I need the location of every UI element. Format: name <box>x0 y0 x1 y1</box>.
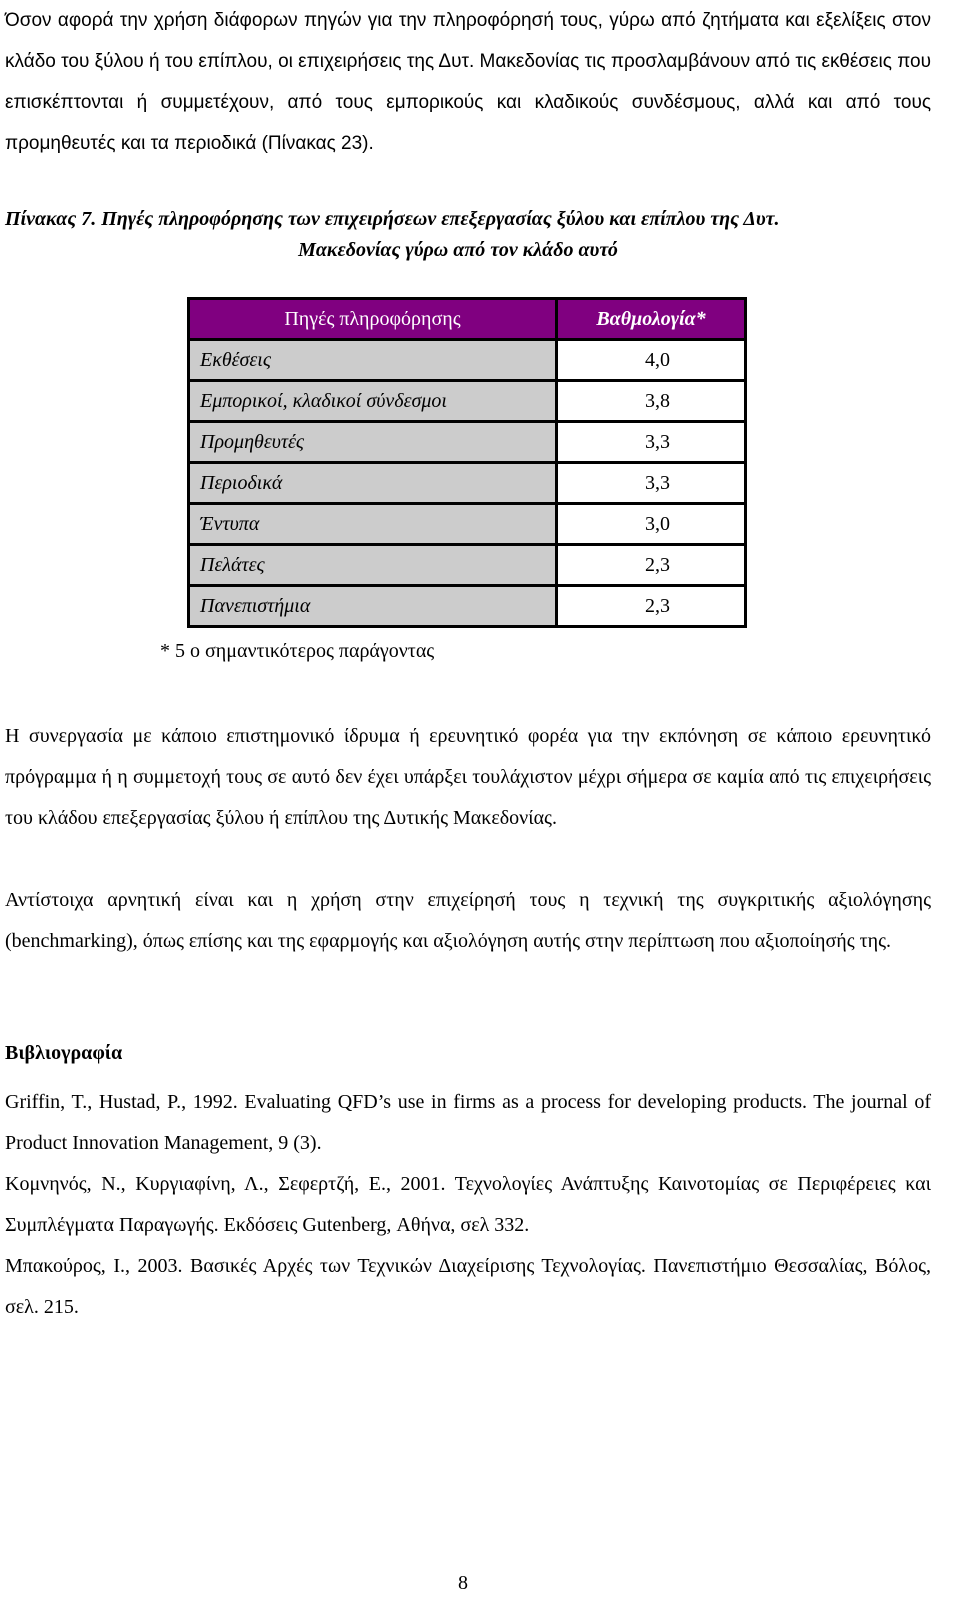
table-row <box>189 381 746 422</box>
source-cell: Εκθέσεις <box>189 340 557 381</box>
source-cell: Πελάτες <box>189 545 557 586</box>
source-cell: Προμηθευτές <box>189 422 557 463</box>
score-cell: 2,3 <box>557 545 746 586</box>
table-row <box>189 504 746 545</box>
header-score: Βαθμολογία* <box>557 299 746 340</box>
source-cell: Πανεπιστήμια <box>189 586 557 627</box>
header-sources: Πηγές πληροφόρησης <box>189 299 557 340</box>
score-cell: 3,0 <box>557 504 746 545</box>
page-number: 8 <box>458 1572 468 1594</box>
table-footnote: * 5 ο σημαντικότερος παράγοντας <box>160 640 435 662</box>
source-cell: Εμπορικοί, κλαδικοί σύνδεσμοι <box>189 381 557 422</box>
source-cell: Περιοδικά <box>189 463 557 504</box>
benchmarking-paragraph: Αντίστοιχα αρνητική είναι και η χρήση στην επιχείρησή τους η τεχνική της συγκριτικής αξιολόγησης (benchmarking), όπως επίσης και της εφαρμογής και αξιολόγηση αυτής στην περίπτωση που αξιοποίησής της. <box>5 889 931 952</box>
table-header-row <box>189 299 746 340</box>
bibliography-entry: Μπακούρος, Ι., 2003. Βασικές Αρχές των Τεχνικών Διαχείρισης Τεχνολογίας. Πανεπιστήμιο Θεσσαλίας, Βόλος, σελ. 215. <box>5 1255 931 1318</box>
bibliography-entry: Griffin, T., Hustad, P., 1992. Evaluating QFD’s use in firms as a process for developing products. The journal of Product Innovation Management, 9 (3). <box>5 1091 931 1154</box>
table-row <box>189 340 746 381</box>
score-cell: 3,3 <box>557 422 746 463</box>
table-caption-line1: Πίνακας 7. Πηγές πληροφόρησης των επιχειρήσεων επεξεργασίας ξύλου και επίπλου της Δυτ. <box>5 208 780 230</box>
bibliography-title: Βιβλιογραφία <box>5 1042 123 1064</box>
score-cell: 3,8 <box>557 381 746 422</box>
source-cell: Έντυπα <box>189 504 557 545</box>
score-cell: 4,0 <box>557 340 746 381</box>
table-row <box>189 545 746 586</box>
table-row <box>189 586 746 627</box>
bibliography-entry: Κομνηνός, Ν., Κυργιαφίνη, Λ., Σεφερτζή, Ε., 2001. Τεχνολογίες Ανάπτυξης Καινοτομίας σε Περιφέρειες και Συμπλέγματα Παραγωγής. Εκδόσεις Gutenberg, Αθήνα, σελ 332. <box>5 1173 931 1236</box>
table-row <box>189 422 746 463</box>
score-cell: 3,3 <box>557 463 746 504</box>
intro-paragraph: Όσον αφορά την χρήση διάφορων πηγών για την πληροφόρησή τους, γύρω από ζητήματα και εξελίξεις στον κλάδο του ξύλου ή του επίπλου, οι επιχειρήσεις της Δυτ. Μακεδονίας τις προσλαμβάνουν από τις εκθέσεις που επισκέπτονται ή συμμετέχουν, από τους εμπορικούς και κλαδικούς συνδέσμους, αλλά και από τους προμηθευτές και τα περιοδικά (Πίνακας 23). <box>5 10 931 154</box>
table-row <box>189 463 746 504</box>
table-caption-line2: Μακεδονίας γύρω από τον κλάδο αυτό <box>298 239 618 261</box>
cooperation-paragraph: Η συνεργασία με κάποιο επιστημονικό ίδρυμα ή ερευνητικό φορέα για την εκπόνηση σε κάποιο ερευνητικό πρόγραμμα ή η συμμετοχή τους σε αυτό δεν έχει υπάρξει τουλάχιστον μέχρι σήμερα σε καμία από τις επιχειρήσεις του κλάδου επεξεργασίας ξύλου ή επίπλου της Δυτικής Μακεδονίας. <box>5 725 931 829</box>
table-caption <box>5 204 931 266</box>
score-cell: 2,3 <box>557 586 746 627</box>
information-sources-table <box>187 297 747 628</box>
